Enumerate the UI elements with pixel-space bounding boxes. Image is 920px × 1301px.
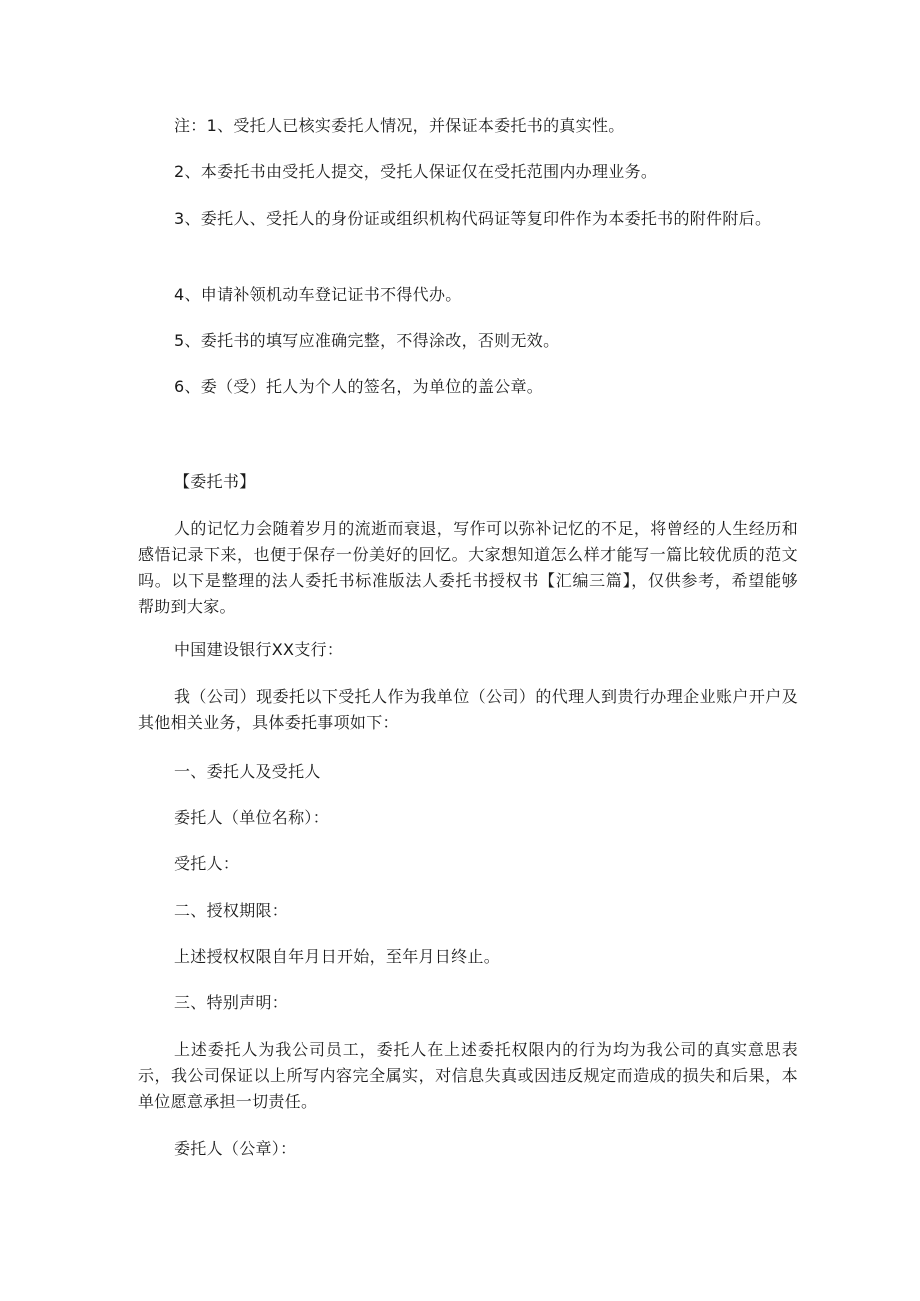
- note-2: 2、本委托书由受托人提交，受托人保证仅在受托范围内办理业务。: [174, 162, 658, 181]
- period-text: 上述授权权限自年月日开始，至年月日终止。: [174, 947, 501, 966]
- note-3: 3、委托人、受托人的身份证或组织机构代码证等复印件作为本委托书的附件附后。: [174, 209, 772, 228]
- declaration-paragraph: 上述委托人为我公司员工，委托人在上述委托权限内的行为均为我公司的真实意思表示，我公司保证以上所写内容完全属实，对信息失真或因违反规定而造成的损失和后果，本单位愿意承担一切责任。: [138, 1040, 798, 1111]
- body-intro: 我（公司）现委托以下受托人作为我单位（公司）的代理人到贵行办理企业账户开户及其他相关业务，具体委托事项如下：: [138, 687, 798, 732]
- heading-principal-agent: 一、委托人及受托人: [174, 762, 321, 781]
- seal-label: 委托人（公章）：: [174, 1139, 297, 1158]
- heading-special-declaration: 三、特别声明：: [174, 993, 289, 1012]
- intro-paragraph: 人的记忆力会随着岁月的流逝而衰退，写作可以弥补记忆的不足，将曾经的人生经历和感悟记录下来，也便于保存一份美好的回忆。大家想知道怎么样才能写一篇比较优质的范文吗。以下是整理的法人委托书标准版法人委托书授权书【汇编三篇】，仅供参考，希望能够帮助到大家。: [138, 519, 798, 616]
- agent-label: 受托人：: [174, 854, 240, 873]
- section-title: 【委托书】: [174, 472, 256, 491]
- note-5: 5、委托书的填写应准确完整，不得涂改，否则无效。: [174, 331, 560, 350]
- principal-label: 委托人（单位名称）：: [174, 808, 330, 827]
- note-6: 6、委（受）托人为个人的签名，为单位的盖公章。: [174, 377, 544, 396]
- addressee: 中国建设银行XX支行：: [174, 640, 344, 659]
- heading-authorization-period: 二、授权期限：: [174, 901, 289, 920]
- note-1: 注：1、受托人已核实委托人情况，并保证本委托书的真实性。: [174, 116, 625, 135]
- note-4: 4、申请补领机动车登记证书不得代办。: [174, 285, 462, 304]
